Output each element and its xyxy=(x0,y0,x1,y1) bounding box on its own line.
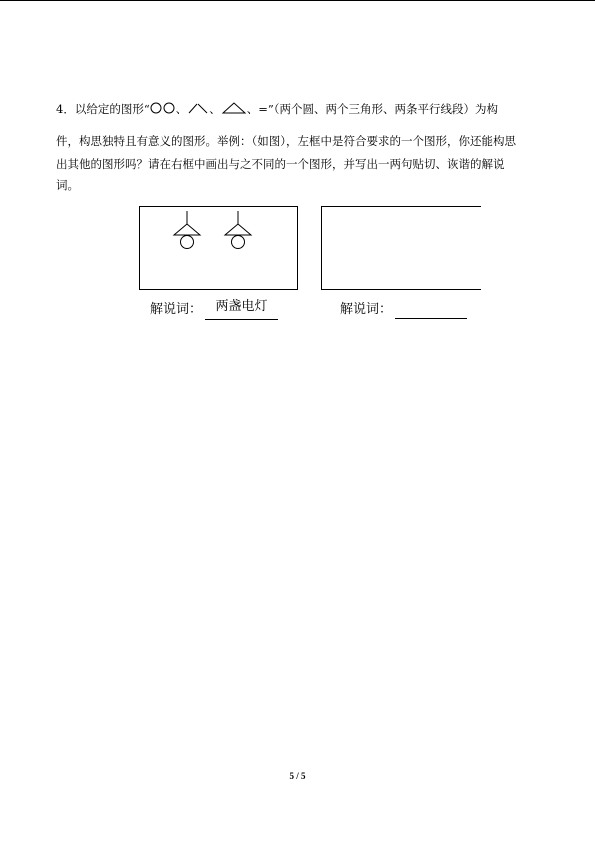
drawing-answer-box[interactable] xyxy=(321,206,481,290)
question-line-4: 词。 xyxy=(56,178,79,192)
two-circles-icon xyxy=(150,101,176,119)
caption-answer-blank[interactable] xyxy=(395,302,467,319)
question-line1-after: （两个圆、两个三角形、两条平行线段）为构 xyxy=(273,102,498,116)
example-caption-answer: 两盏电灯 xyxy=(205,299,278,320)
two-lines-angle-icon xyxy=(187,101,209,119)
example-figure-box xyxy=(139,206,298,290)
lamp-left xyxy=(174,211,200,249)
page-number: 5 / 5 xyxy=(289,771,306,781)
triangle-icon xyxy=(221,101,247,119)
question-sep-1: 、 xyxy=(175,102,188,116)
question-sep-2: 、 xyxy=(209,102,221,116)
question-line1-before: 4．以给定的图形“ xyxy=(56,102,150,116)
question-line-2: 件，构思独特且有意义的图形。举例：（如图），左框中是符合要求的一个图形，你还能构思 xyxy=(56,134,516,148)
question-line-1 xyxy=(56,101,498,119)
top-rule xyxy=(0,0,595,1)
two-lamps-figure xyxy=(140,207,297,289)
example-caption-label: 解说词： xyxy=(150,302,203,317)
question-line-3: 出其他的图形吗？请在右框中画出与之不同的一个图形，并写出一两句贴切、诙谐的解说 xyxy=(56,157,505,171)
lamp-right xyxy=(225,211,251,249)
question-sep-3: 、=” xyxy=(246,102,274,116)
blank-caption-label: 解说词： xyxy=(340,302,393,317)
